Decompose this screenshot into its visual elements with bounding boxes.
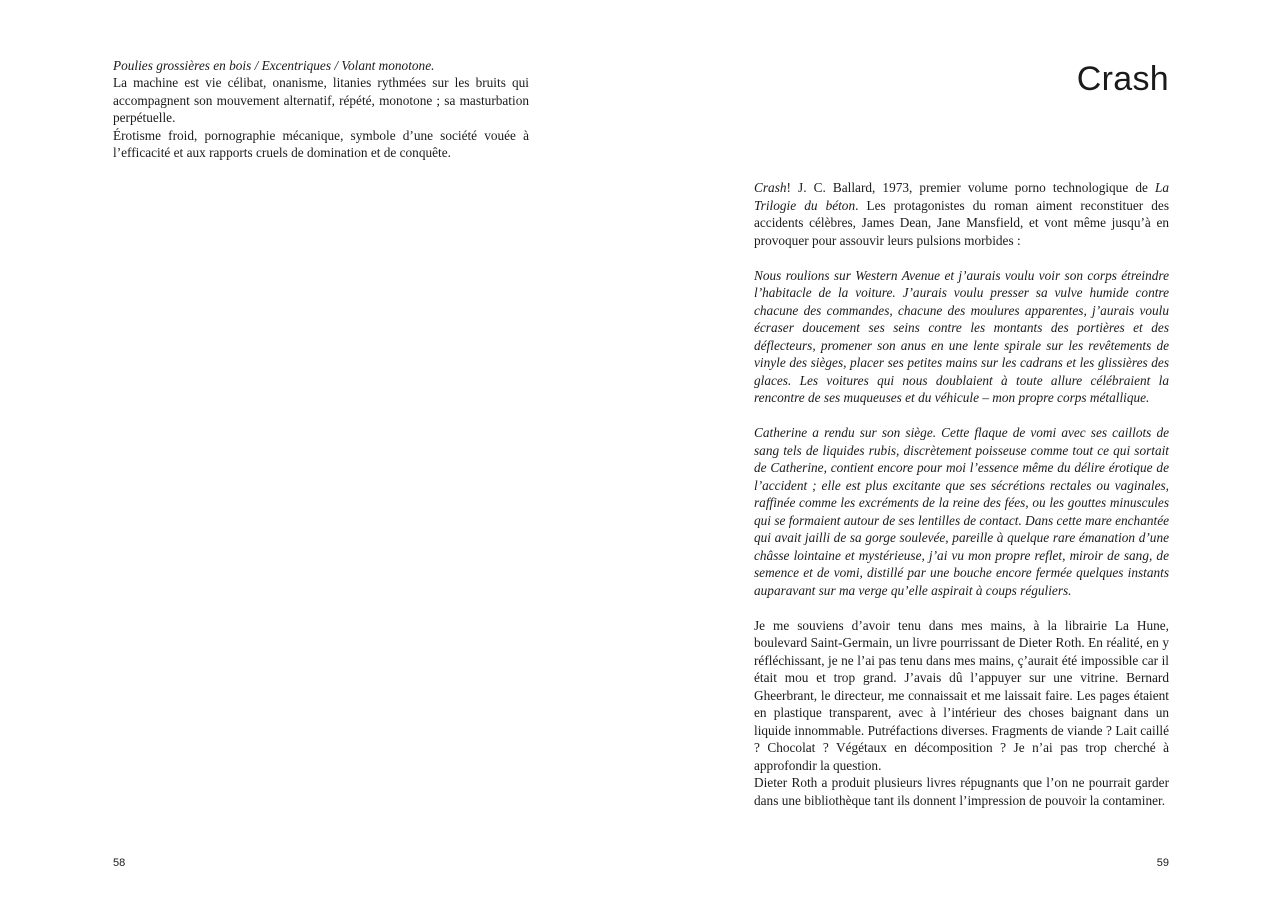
intro-text-a: ! J. C. Ballard, 1973, premier volume porno technologique de	[786, 180, 1155, 195]
intro-text-b: . Les protagonistes du roman aiment reconstituer des accidents célèbres, James Dean, Jane Mansfield, et vont même jusqu’à en provoquer pour assouvir leurs pulsions morbides :	[754, 197, 1169, 248]
paragraph: Je me souviens d’avoir tenu dans mes mains, à la librairie La Hune, boulevard Saint-Germain, un livre pourrissant de Dieter Roth. En réalité, en y réfléchissant, je ne l’ai pas tenu dans mes mains, ç’aurait été impossible car il était mou et trop grand. J’avais dû l’appuyer sur une vitrine. Bernard Gheerbrant, le directeur, me connaissait et me laissait faire. Les pages étaient en plastique transparent, avec à l’intérieur des choses baignant dans un liquide innommable. Putréfactions diverses. Fragments de viande ? Lait caillé ? Chocolat ? Végétaux en décomposition ? Je n’ai pas trop cherché à approfondir la question.	[754, 617, 1169, 773]
caption: Poulies grossières en bois / Excentriques / Volant monotone.	[113, 58, 435, 73]
intro-paragraph	[754, 179, 1169, 249]
paragraph-gap	[754, 599, 1169, 617]
chapter-title: Crash	[1076, 60, 1169, 98]
right-page	[641, 0, 1282, 904]
paragraph-gap	[754, 249, 1169, 267]
quote-2: Catherine a rendu sur son siège. Cette flaque de vomi avec ses caillots de sang tels de liquides rubis, discrètement poisseuse comme tout ce qui sortait de Catherine, contient encore pour moi l’essence même du délire érotique de l’accident ; elle est plus excitante que ses sécrétions rectales ou vaginales, raffinée comme les excréments de la reine des fées, ou les gouttes minuscules qui se formaient autour de ses lentilles de contact. Dans cette mare enchantée qui avait jailli de sa gorge soulevée, pareille à quelque rare émanation d’une châsse lointaine et mystérieuse, j’ai vu mon propre reflet, miroir de sang, de semence et de vomi, distillé par une bouche encore fermée quelques instants auparavant sur ma verge qu’elle aspirait à coups réguliers.	[754, 425, 1169, 598]
left-text-block	[113, 57, 529, 161]
paragraph: Dieter Roth a produit plusieurs livres répugnants que l’on ne pourrait garder dans une bibliothèque tant ils donnent l’impression de pouvoir la contaminer.	[754, 775, 1169, 808]
paragraph: Érotisme froid, pornographie mécanique, symbole d’une société vouée à l’efficacité et aux rapports cruels de domination et de conquête.	[113, 127, 529, 161]
paragraph: La machine est vie célibat, onanisme, litanies rythmées sur les bruits qui accompagnent son mouvement alternatif, répété, monotone ; sa masturbation perpétuelle.	[113, 75, 529, 126]
intro-title-word: Crash	[754, 180, 787, 195]
page-number-left: 58	[113, 857, 126, 869]
page-number-right: 59	[1156, 857, 1169, 869]
quote-1: Nous roulions sur Western Avenue et j’aurais voulu voir son corps étreindre l’habitacle de la voiture. J’aurais voulu presser sa vulve humide contre chacune des commandes, chacune des moulures apparentes, j’aurais voulu écraser doucement ses seins contre les montants des portières et des déflecteurs, promener son anus en une lente spirale sur les revêtements de vinyle des sièges, placer ses petites mains sur les cadrans et les glissières des glaces. Les voitures qui nous doublaient à toute allure célébraient la rencontre de ses muqueuses et du véhicule – mon propre corps métallique.	[754, 267, 1169, 405]
paragraph-gap	[754, 407, 1169, 425]
trilogy-title: La Trilogie du béton	[754, 180, 1169, 213]
right-text-block	[754, 179, 1169, 809]
